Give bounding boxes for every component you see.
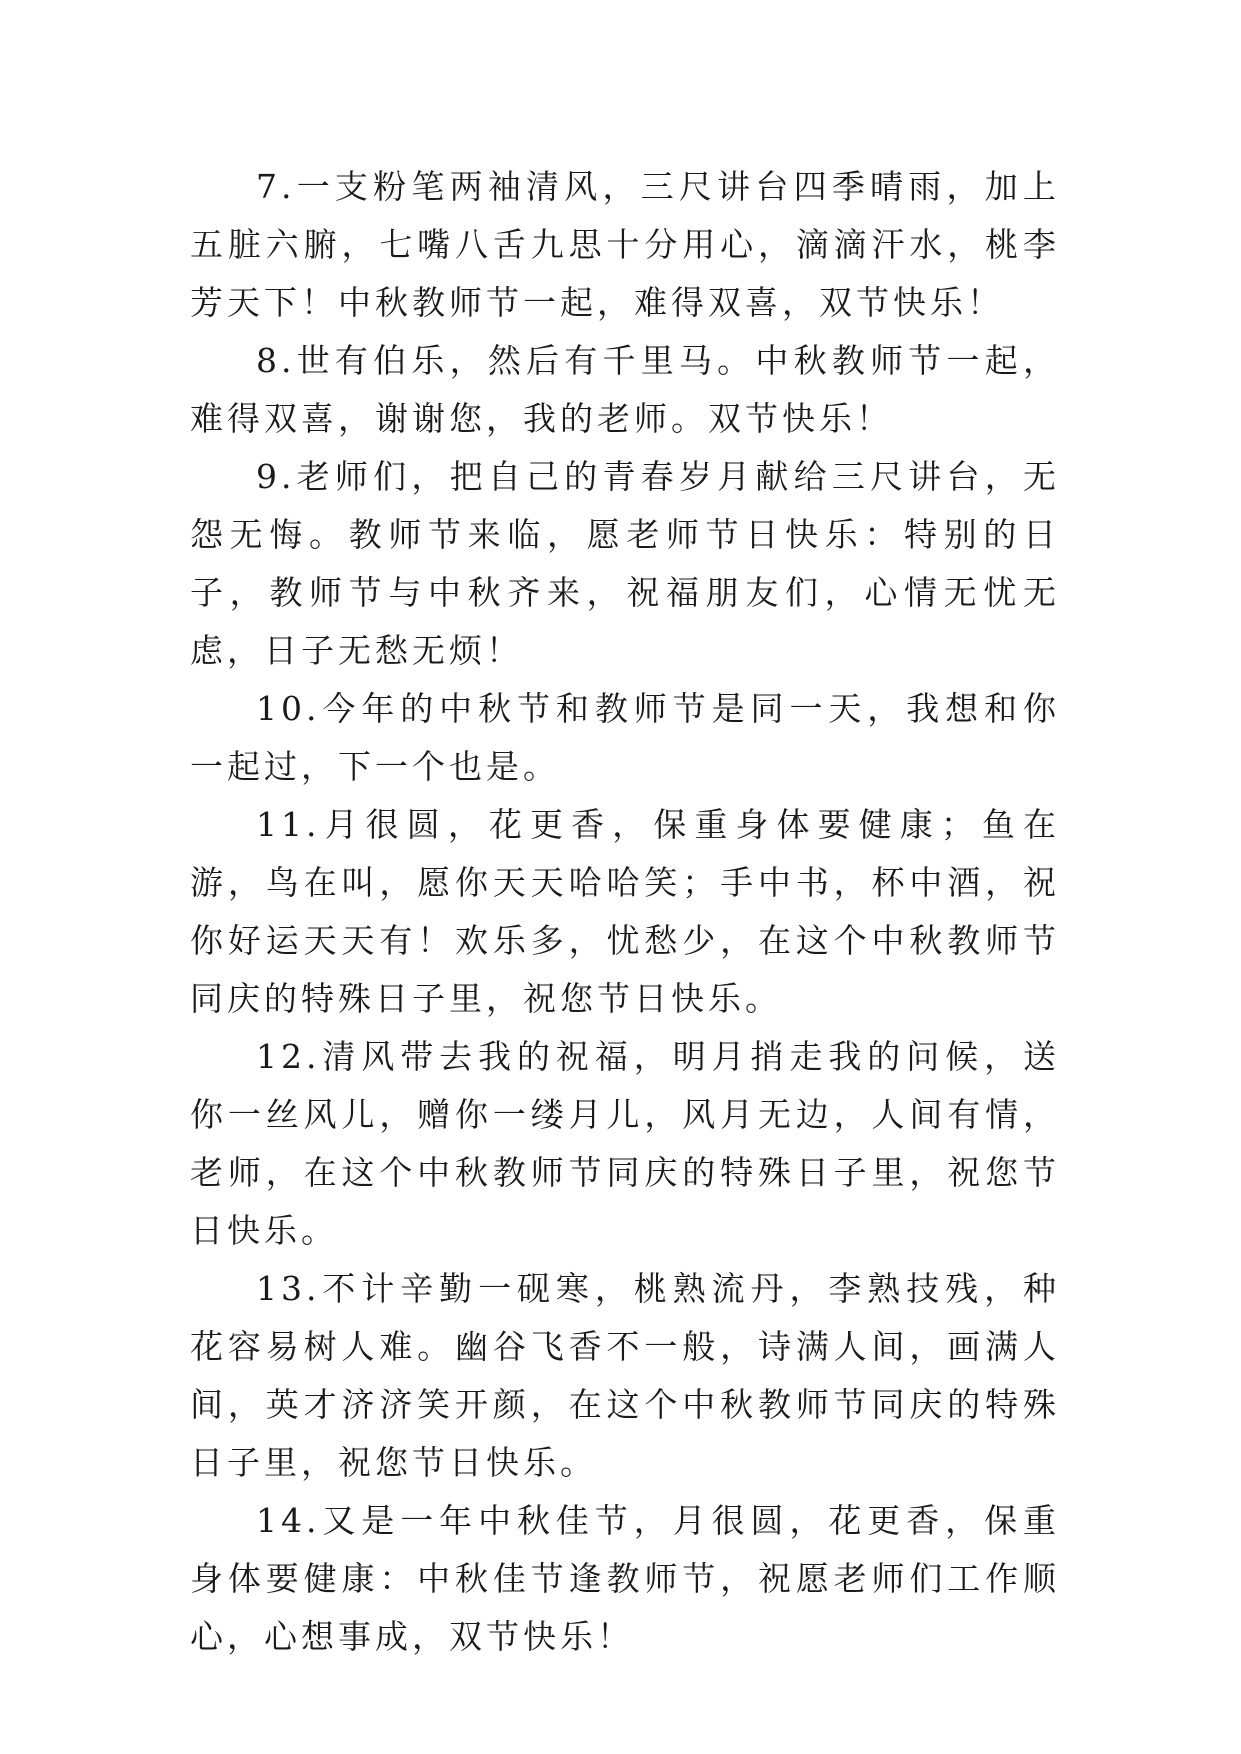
paragraph-11: 11.月很圆，花更香，保重身体要健康；鱼在游，鸟在叫，愿你天天哈哈笑；手中书，杯中酒，祝你好运天天有！欢乐多，忧愁少，在这个中秋教师节同庆的特殊日子里，祝您节日快乐。 [190,805,1060,1018]
paragraph-7: 7.一支粉笔两袖清风，三尺讲台四季晴雨，加上五脏六腑，七嘴八舌九思十分用心，滴滴汗水，桃李芳天下！中秋教师节一起，难得双喜，双节快乐！ [190,167,1060,322]
paragraph-13: 13.不计辛勤一砚寒，桃熟流丹，李熟技残，种花容易树人难。幽谷飞香不一般，诗满人间，画满人间，英才济济笑开颜，在这个中秋教师节同庆的特殊日子里，祝您节日快乐。 [190,1269,1060,1482]
paragraph-8: 8.世有伯乐，然后有千里马。中秋教师节一起，难得双喜，谢谢您，我的老师。双节快乐！ [190,341,1060,438]
paragraph-10: 10.今年的中秋节和教师节是同一天，我想和你一起过，下一个也是。 [190,689,1060,786]
paragraph-9: 9.老师们，把自己的青春岁月献给三尺讲台，无怨无悔。教师节来临，愿老师节日快乐：特别的日子，教师节与中秋齐来，祝福朋友们，心情无忧无虑，日子无愁无烦！ [190,457,1060,670]
paragraph-12: 12.清风带去我的祝福，明月捎走我的问候，送你一丝风儿，赠你一缕月儿，风月无边，人间有情，老师，在这个中秋教师节同庆的特殊日子里，祝您节日快乐。 [190,1037,1060,1250]
paragraph-14: 14.又是一年中秋佳节，月很圆，花更香，保重身体要健康：中秋佳节逢教师节，祝愿老师们工作顺心，心想事成，双节快乐！ [190,1501,1060,1656]
document-body [190,158,1060,1666]
